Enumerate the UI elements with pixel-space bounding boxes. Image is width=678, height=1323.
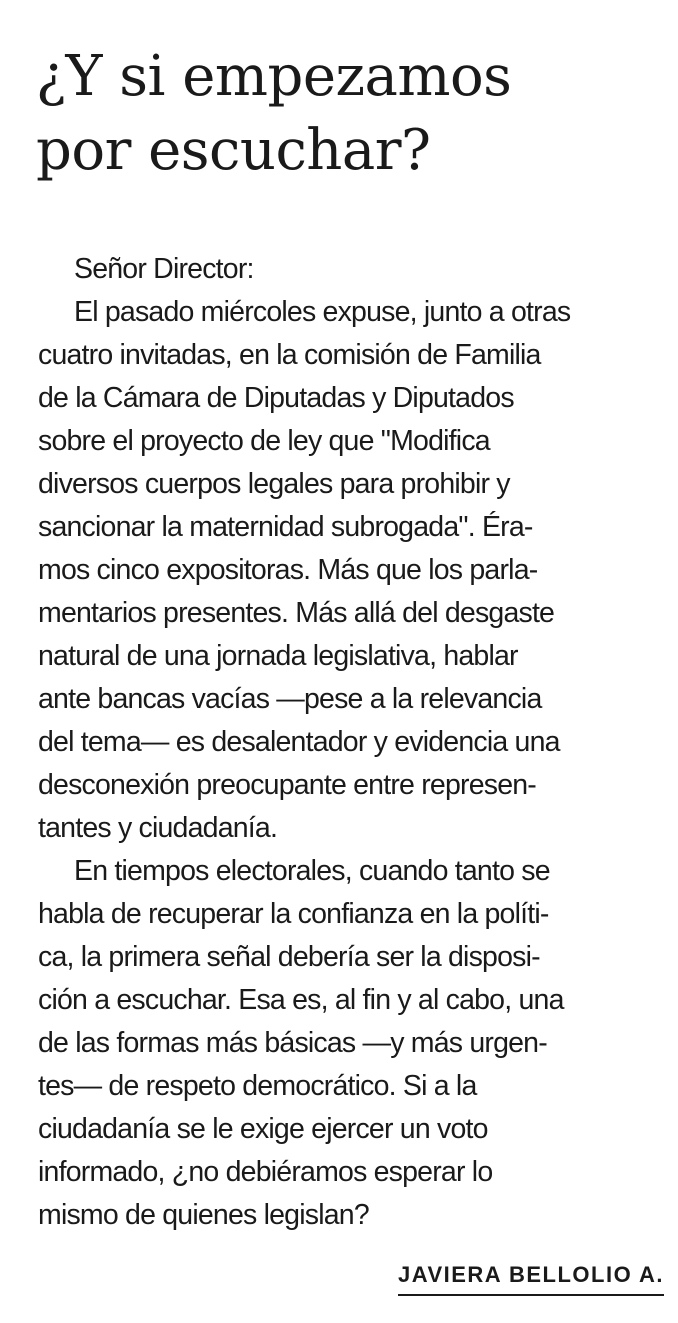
paragraph-line: diversos cuerpos legales para prohibir y: [38, 468, 510, 500]
headline-line: ¿Y si empezamos: [36, 44, 512, 109]
paragraph-line: tes— de respeto democrático. Si a la: [38, 1070, 477, 1102]
headline-line: por escuchar?: [36, 118, 431, 183]
paragraph-line: mos cinco expositoras. Más que los parla-: [38, 554, 538, 586]
paragraph-line: mentarios presentes. Más allá del desgaste: [38, 597, 555, 629]
paragraph-first-line: El pasado miércoles expuse, junto a otras: [74, 296, 571, 328]
author-signature: JAVIERA BELLOLIO A.: [398, 1262, 664, 1296]
paragraph-line: del tema— es desalentador y evidencia una: [38, 726, 560, 758]
paragraph-first-line: Señor Director:: [74, 253, 254, 285]
paragraph-line: sancionar la maternidad subrogada". Éra-: [38, 511, 533, 543]
paragraph-line: ciudadanía se le exige ejercer un voto: [38, 1113, 488, 1145]
paragraph-line: de las formas más básicas —y más urgen-: [38, 1027, 547, 1059]
paragraph-first-line: En tiempos electorales, cuando tanto se: [74, 855, 550, 887]
letter-body: [38, 248, 666, 1237]
paragraph-line: desconexión preocupante entre represen-: [38, 769, 536, 801]
paragraph-line: sobre el proyecto de ley que "Modifica: [38, 425, 490, 457]
paragraph-line: mismo de quienes legislan?: [38, 1199, 369, 1231]
paragraph-line: ción a escuchar. Esa es, al fin y al cabo, una: [38, 984, 564, 1016]
headline: [36, 40, 666, 188]
paragraph-line: ca, la primera señal debería ser la disposi-: [38, 941, 540, 973]
paragraph-line: de la Cámara de Diputadas y Diputados: [38, 382, 514, 414]
paragraph-line: cuatro invitadas, en la comisión de Familia: [38, 339, 541, 371]
paragraph-line: natural de una jornada legislativa, hablar: [38, 640, 518, 672]
paragraph-line: habla de recuperar la confianza en la políti-: [38, 898, 549, 930]
paragraph-line: informado, ¿no debiéramos esperar lo: [38, 1156, 493, 1188]
paragraph-line: tantes y ciudadanía.: [38, 812, 278, 844]
paragraph-line: ante bancas vacías —pese a la relevancia: [38, 683, 542, 715]
